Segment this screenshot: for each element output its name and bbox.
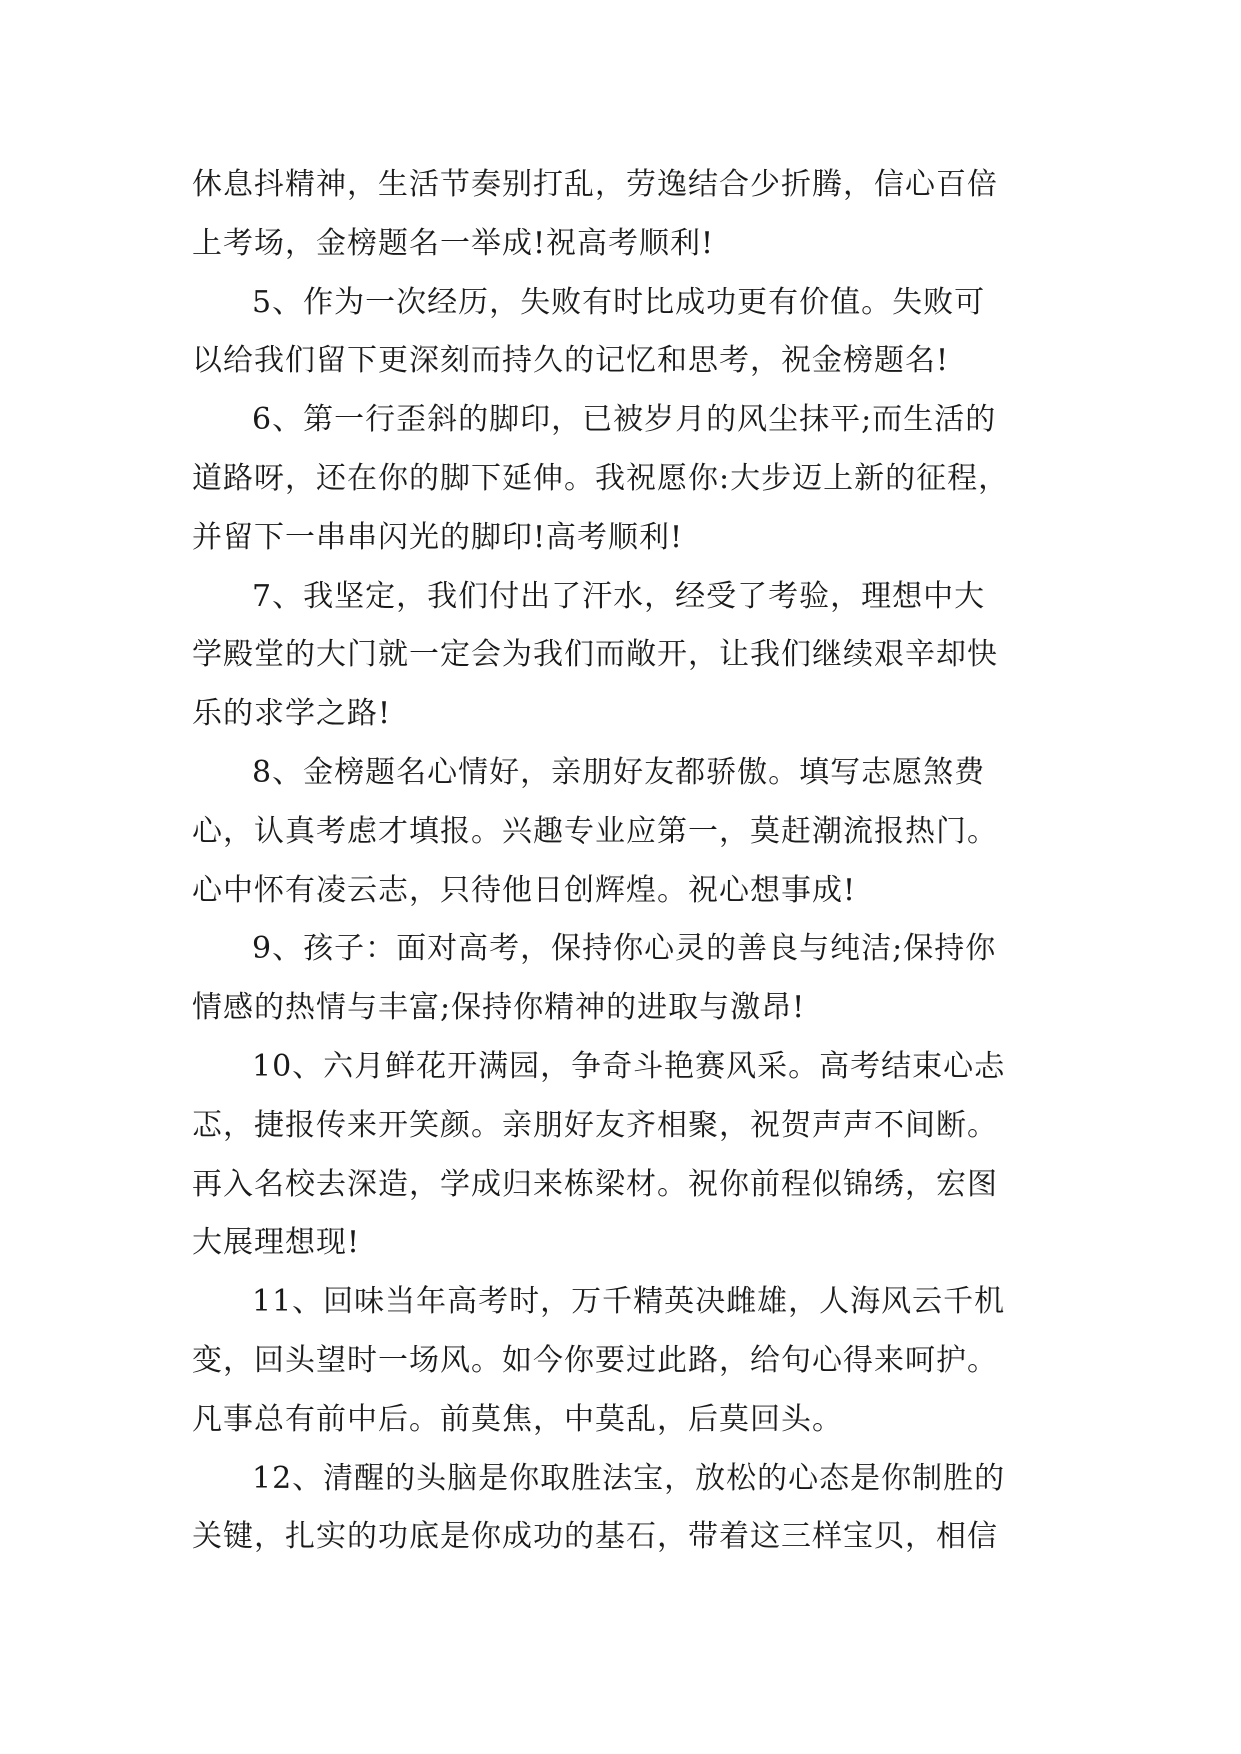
paragraph-start-line: 11、回味当年高考时，万千精英决雌雄，人海风云千机 xyxy=(252,1284,1006,1320)
text-line: 乐的求学之路! xyxy=(192,696,392,732)
paragraph-start-line: 8、金榜题名心情好，亲朋好友都骄傲。填写志愿煞费 xyxy=(252,754,986,790)
paragraph-start-line: 5、作为一次经历，失败有时比成功更有价值。失败可 xyxy=(252,284,986,320)
paragraph-start-line: 12、清醒的头脑是你取胜法宝，放松的心态是你制胜的 xyxy=(252,1460,1006,1496)
text-line: 心中怀有凌云志，只待他日创辉煌。祝心想事成! xyxy=(192,872,857,908)
text-line: 变，回头望时一场风。如今你要过此路，给句心得来呵护。 xyxy=(192,1342,998,1378)
text-line: 再入名校去深造，学成归来栋梁材。祝你前程似锦绣，宏图 xyxy=(192,1166,998,1202)
text-line: 忑，捷报传来开笑颜。亲朋好友齐相聚，祝贺声声不间断。 xyxy=(192,1107,998,1143)
text-line: 大展理想现! xyxy=(192,1225,361,1261)
paragraph-start-line: 6、第一行歪斜的脚印，已被岁月的风尘抹平;而生活的 xyxy=(252,402,997,438)
document-body xyxy=(192,156,1052,1567)
text-line: 心，认真考虑才填报。兴趣专业应第一，莫赶潮流报热门。 xyxy=(192,813,998,849)
text-line: 关键，扎实的功底是你成功的基石，带着这三样宝贝，相信 xyxy=(192,1519,998,1555)
text-line: 休息抖精神，生活节奏别打乱，劳逸结合少折腾，信心百倍 xyxy=(192,167,998,202)
paragraph-start-line: 7、我坚定，我们付出了汗水，经受了考验，理想中大 xyxy=(252,578,986,614)
text-line: 上考场，金榜题名一举成!祝高考顺利! xyxy=(192,225,715,261)
text-line: 并留下一串串闪光的脚印!高考顺利! xyxy=(192,519,684,555)
paragraph-start-line: 10、六月鲜花开满园，争奇斗艳赛风采。高考结束心忐 xyxy=(252,1048,1006,1084)
text-line: 道路呀，还在你的脚下延伸。我祝愿你:大步迈上新的征程， xyxy=(192,460,1010,496)
text-line: 凡事总有前中后。前莫焦，中莫乱，后莫回头。 xyxy=(192,1401,843,1437)
text-line: 以给我们留下更深刻而持久的记忆和思考，祝金榜题名! xyxy=(192,343,950,379)
text-line: 情感的热情与丰富;保持你精神的进取与激昂! xyxy=(192,990,806,1026)
paragraph-start-line: 9、孩子：面对高考，保持你心灵的善良与纯洁;保持你 xyxy=(252,931,997,967)
text-line: 学殿堂的大门就一定会为我们而敞开，让我们继续艰辛却快 xyxy=(192,637,998,673)
